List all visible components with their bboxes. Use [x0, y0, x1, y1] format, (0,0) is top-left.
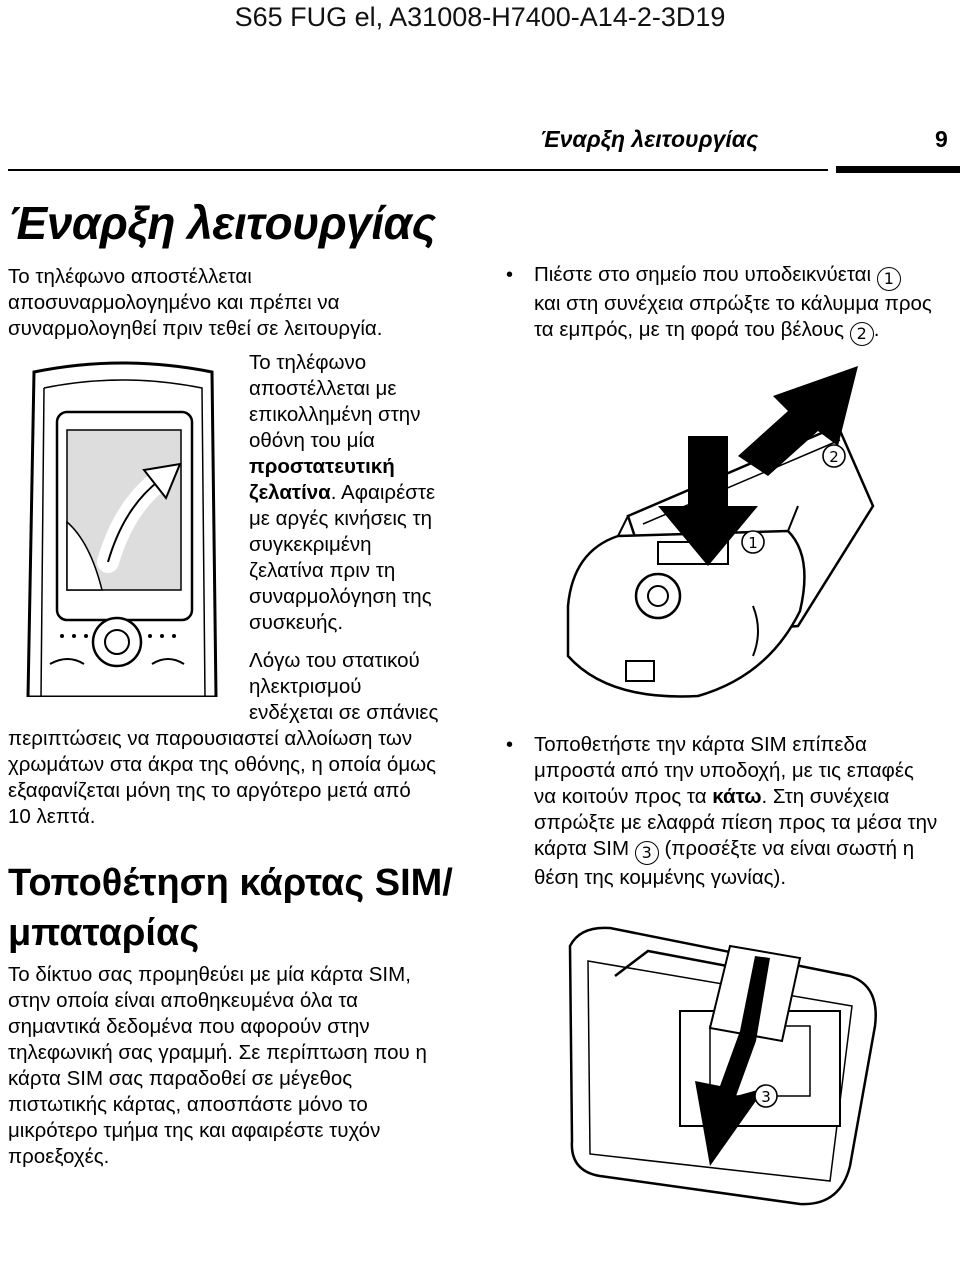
figure-label-2: 2: [829, 448, 839, 466]
text-line: συσκευής.: [249, 611, 344, 634]
text-line: μπροστά από την υποδοχή, με τις επαφές: [534, 759, 914, 782]
protective-film-paragraph: [249, 350, 435, 636]
text-fragment: .: [873, 318, 880, 341]
text-line: ζελατίνα πριν τη: [249, 559, 396, 582]
static-note-paragraph: [249, 648, 438, 726]
emphasis-film: ζελατίνα: [249, 481, 331, 504]
text-line: σπρώξτε με ελαφρά πίεση προς τα μέσα την: [534, 811, 938, 834]
text-line: χρωμάτων στα άκρα της οθόνης, η οποία όμως: [8, 753, 437, 776]
sim-card-paragraph: [8, 962, 427, 1170]
text-line: Τοποθετήστε την κάρτα SIM επίπεδα: [534, 733, 867, 756]
text-line: συναρμολογηθεί πριν τεθεί σε λειτουργία.: [8, 317, 383, 340]
header-rule: [8, 169, 828, 171]
section-title-line: Τοποθέτηση κάρτας SIM/: [8, 862, 453, 904]
text-line: Το τηλέφωνο αποστέλλεται: [8, 265, 252, 288]
text-line: προεξοχές.: [8, 1145, 110, 1168]
text-line: θέση της κομμένης γωνίας).: [534, 866, 787, 889]
bullet-icon: •: [506, 264, 514, 286]
text-fragment: Πιέστε στο σημείο που υποδεικνύεται: [534, 263, 872, 286]
step-marker-1: 1: [877, 267, 901, 291]
text-line: αποσυναρμολογημένο και πρέπει να: [8, 291, 340, 314]
bullet-icon: •: [506, 734, 514, 756]
header-rule-accent: [836, 166, 960, 173]
text-line: και στη συνέχεια σπρώξτε το κάλυμμα προς: [534, 292, 932, 315]
text-line: συγκεκριμένη: [249, 533, 372, 556]
text-line: σημαντικά δεδομένα που αφορούν στην: [8, 1015, 370, 1038]
figure-label-1: 1: [748, 534, 758, 552]
instruction-step-remove-cover: [506, 262, 960, 346]
text-line: ηλεκτρισμού: [249, 675, 362, 698]
text-fragment: . Στη συνέχεια: [761, 785, 890, 808]
cover-removal-illustration: [548, 356, 898, 724]
emphasis-protective: προστατευτική: [249, 455, 395, 478]
emphasis-down: κάτω: [712, 785, 762, 808]
text-fragment: τα εμπρός, με τη φορά του βέλους: [534, 318, 845, 341]
phone-screen-film-illustration: [12, 352, 234, 697]
text-line: τηλεφωνική σας γραμμή. Σε περίπτωση που η: [8, 1041, 427, 1064]
text-fragment: (προσέξτε να είναι σωστή η: [664, 837, 915, 860]
text-line: συναρμολόγηση της: [249, 585, 432, 608]
step-marker-2: 2: [850, 322, 874, 346]
text-line: περιπτώσεις να παρουσιαστεί αλλοίωση των: [8, 727, 413, 750]
document-code-header: S65 FUG el, A31008-H7400-A14-2-3D19: [234, 2, 726, 32]
text-fragment: κάρτα SIM: [534, 837, 630, 860]
text-fragment: . Αφαιρέστε: [330, 481, 436, 504]
static-note-paragraph-continued: [8, 726, 436, 830]
text-line: στην οποία είναι αποθηκευμένα όλα τα: [8, 989, 359, 1012]
text-line: με αργές κινήσεις τη: [249, 507, 432, 530]
text-line: Το τηλέφωνο: [249, 351, 367, 374]
text-line: επικολλημένη στην: [249, 403, 421, 426]
step-marker-3: 3: [635, 841, 659, 865]
text-line: αποστέλλεται με: [249, 377, 397, 400]
instruction-step-insert-sim: [506, 732, 960, 891]
text-line: οθόνη του μία: [249, 429, 375, 452]
sim-insertion-illustration: [560, 916, 900, 1216]
running-title: Έναρξη λειτουργίας: [540, 126, 759, 152]
page-number: 9: [935, 126, 948, 152]
text-line: Το δίκτυο σας προμηθεύει με μία κάρτα SIM,: [8, 963, 411, 986]
section-title-sim-battery: [8, 858, 453, 958]
intro-paragraph: [8, 264, 382, 342]
text-line: εξαφανίζεται μόνη της το αργότερο μετά από: [8, 779, 411, 802]
section-title-getting-started: Έναρξη λειτουργίας: [8, 197, 436, 249]
text-line: Λόγω του στατικού: [249, 649, 420, 672]
text-line: ενδέχεται σε σπάνιες: [249, 701, 439, 724]
figure-label-3: 3: [761, 1088, 771, 1106]
text-line: κάρτα SIM σας παραδοθεί σε μέγεθος: [8, 1067, 353, 1090]
text-line: 10 λεπτά.: [8, 805, 96, 828]
text-fragment: να κοιτούν προς τα: [534, 785, 713, 808]
text-line: μικρότερο τμήμα της και αφαιρέστε τυχόν: [8, 1119, 381, 1142]
section-title-line: μπαταρίας: [8, 912, 200, 954]
text-line: πιστωτικής κάρτας, αποσπάστε μόνο το: [8, 1093, 368, 1116]
